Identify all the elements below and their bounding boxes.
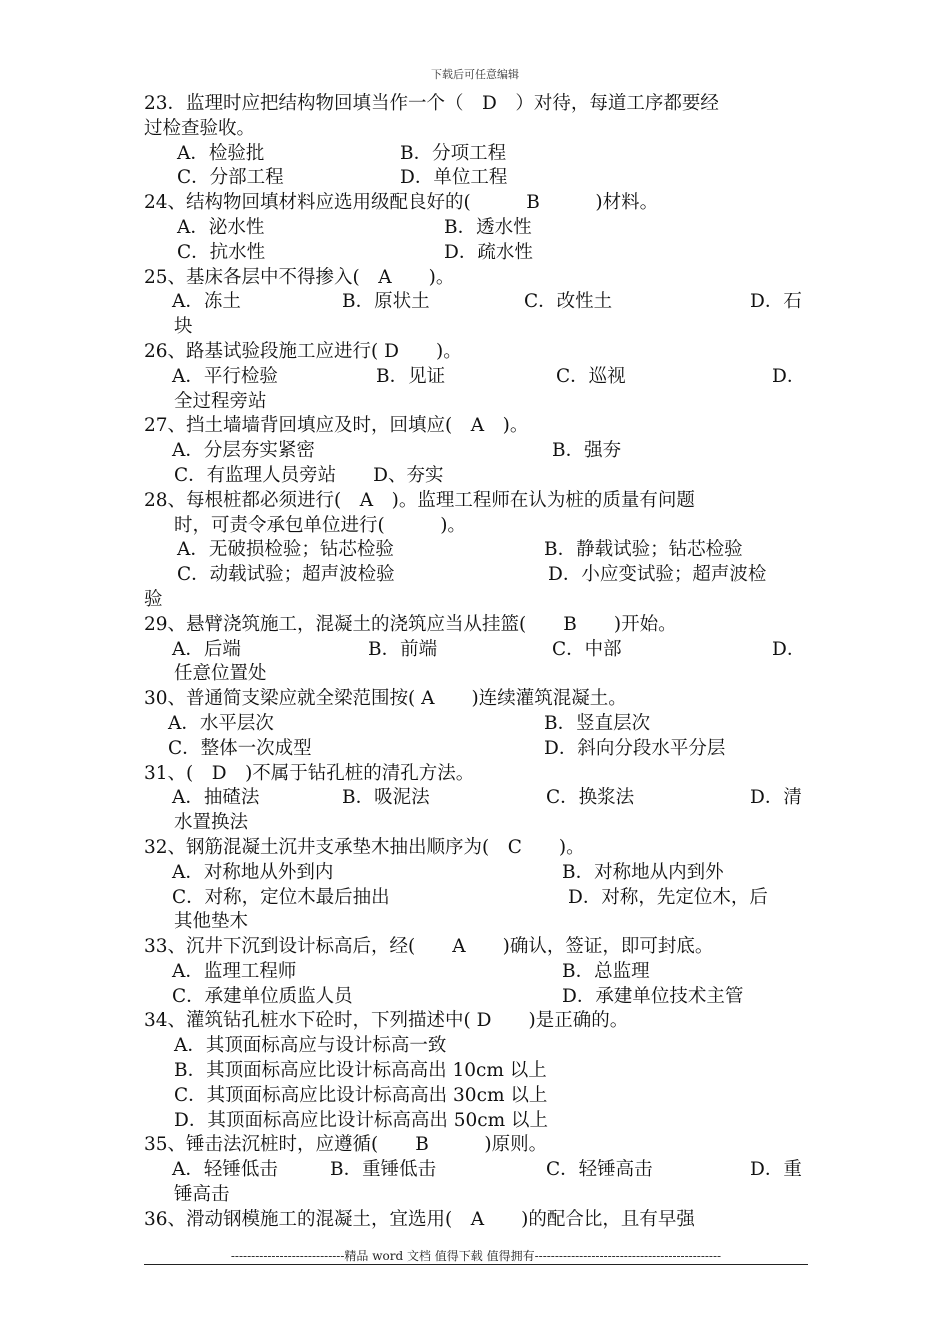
option-cont: 全过程旁站	[174, 390, 267, 412]
option: B．透水性	[444, 216, 532, 238]
option: D．对称，先定位木，后	[568, 886, 768, 908]
options-row	[144, 1158, 808, 1183]
footer-rule	[144, 1264, 808, 1265]
option: B．原状土	[342, 291, 430, 313]
question-31: 31、( D )不属于钻孔桩的清孔方法。	[144, 762, 475, 784]
options-row	[144, 365, 808, 390]
option: B．重锤低击	[330, 1159, 437, 1181]
options-row	[144, 737, 808, 762]
option: D．清	[750, 787, 802, 809]
option: B．其顶面标高应比设计标高高出 10cm 以上	[174, 1060, 547, 1082]
option: B．吸泥法	[342, 787, 430, 809]
options-row	[144, 216, 808, 241]
option: A．检验批	[177, 142, 265, 164]
options-row	[144, 439, 808, 464]
options-row: C．有监理人员旁站 D、夯实	[174, 464, 444, 486]
option-cont: 水置换法	[174, 812, 249, 834]
question-list	[144, 92, 808, 1233]
options-row	[144, 712, 808, 737]
option: D．小应变试验；超声波检	[548, 564, 767, 586]
options-row	[144, 638, 808, 663]
question-25: 25、基床各层中不得掺入( A )。	[144, 266, 455, 288]
option: B．强夯	[552, 440, 622, 462]
question-34: 34、灌筑钻孔桩水下砼时，下列描述中( D )是正确的。	[144, 1010, 629, 1032]
option: B．总监理	[562, 960, 650, 982]
option: C．其顶面标高应比设计标高高出 30cm 以上	[174, 1084, 548, 1106]
option: C．轻锤高击	[546, 1159, 653, 1181]
option-cont: 其他垫木	[174, 911, 249, 933]
option: A．轻锤低击	[172, 1159, 278, 1181]
options-row	[144, 563, 808, 588]
options-row	[144, 985, 808, 1010]
option: C．承建单位质监人员	[172, 985, 353, 1007]
options-row	[144, 786, 808, 811]
option: A．监理工程师	[172, 960, 297, 982]
option: B．见证	[376, 365, 446, 387]
question-23-cont: 过检查验收。	[144, 117, 256, 139]
option: D．单位工程	[400, 167, 508, 189]
option: D．石	[750, 291, 802, 313]
option: D．疏水性	[444, 241, 533, 263]
option: C．巡视	[556, 365, 626, 387]
options-row	[144, 538, 808, 563]
page-header: 下载后可任意编辑	[431, 68, 519, 81]
option: A．抽碴法	[172, 787, 260, 809]
question-30: 30、普通简支梁应就全梁范围按( A )连续灌筑混凝土。	[144, 688, 627, 710]
option: C．改性土	[524, 291, 613, 313]
options-row	[144, 290, 808, 315]
question-33: 33、沉井下沉到设计标高后，经( A )确认，签证，即可封底。	[144, 936, 714, 958]
option: D．	[772, 638, 806, 660]
question-24: 24、结构物回填材料应选用级配良好的( B )材料。	[144, 192, 659, 214]
option: A．后端	[172, 638, 241, 660]
option: C．分部工程	[177, 167, 284, 189]
option: D．其顶面标高应比设计标高高出 50cm 以上	[174, 1109, 549, 1131]
question-23: 23．监理时应把结构物回填当作一个（ D ）对待，每道工序都要经	[144, 93, 719, 114]
option: C．动载试验；超声波检验	[177, 564, 395, 586]
question-27: 27、挡土墙墙背回填应及时，回填应( A )。	[144, 415, 529, 437]
options-row	[144, 861, 808, 886]
option: C．抗水性	[177, 241, 266, 263]
option: A．水平层次	[168, 712, 274, 734]
option: B．对称地从内到外	[562, 861, 724, 883]
question-28-cont: 时，可责令承包单位进行( )。	[174, 514, 466, 536]
option: B．竖直层次	[544, 712, 651, 734]
option: C．整体一次成型	[168, 737, 312, 759]
question-35: 35、锤击法沉桩时，应遵循( B )原则。	[144, 1134, 548, 1156]
option-cont: 块	[174, 316, 193, 338]
option: A．泌水性	[177, 216, 265, 238]
option: C．中部	[552, 638, 622, 660]
option: D．重	[750, 1159, 802, 1181]
option: B．前端	[368, 638, 438, 660]
option: D．	[772, 365, 806, 387]
option: A．其顶面标高应与设计标高一致	[174, 1035, 447, 1057]
option: A．无破损检验；钻芯检验	[177, 539, 394, 561]
option-cont: 任意位置处	[174, 663, 267, 685]
option: A．平行检验	[172, 365, 278, 387]
option-cont: 验	[144, 588, 163, 610]
option: D．斜向分段水平分层	[544, 737, 726, 759]
options-row	[144, 886, 808, 911]
question-36: 36、滑动钢模施工的混凝土，宜选用( A )的配合比，且有早强	[144, 1208, 695, 1230]
option: A．对称地从外到内	[172, 861, 334, 883]
question-32: 32、钢筋混凝土沉井支承垫木抽出顺序为( C )。	[144, 836, 585, 858]
option: A．冻土	[172, 291, 241, 313]
options-row	[144, 241, 808, 266]
option: B．静载试验；钻芯检验	[544, 539, 743, 561]
option-cont: 锤高击	[174, 1184, 230, 1206]
options-row	[144, 166, 808, 191]
options-row	[144, 960, 808, 985]
option: C．换浆法	[546, 787, 635, 809]
option: B．分项工程	[400, 142, 507, 164]
page-footer: ----------------------------精品 word 文档 值得下载 值得拥有----------------------------------------------	[230, 1249, 722, 1263]
question-29: 29、悬臂浇筑施工，混凝土的浇筑应当从挂篮( B )开始。	[144, 613, 677, 635]
option: A．分层夯实紧密	[172, 440, 315, 462]
option: D．承建单位技术主管	[562, 985, 744, 1007]
option: C．对称，定位木最后抽出	[172, 886, 390, 908]
question-28: 28、每根桩都必须进行( A )。监理工程师在认为桩的质量有问题	[144, 489, 695, 511]
options-row	[144, 142, 808, 167]
question-26: 26、路基试验段施工应进行( D )。	[144, 340, 462, 362]
